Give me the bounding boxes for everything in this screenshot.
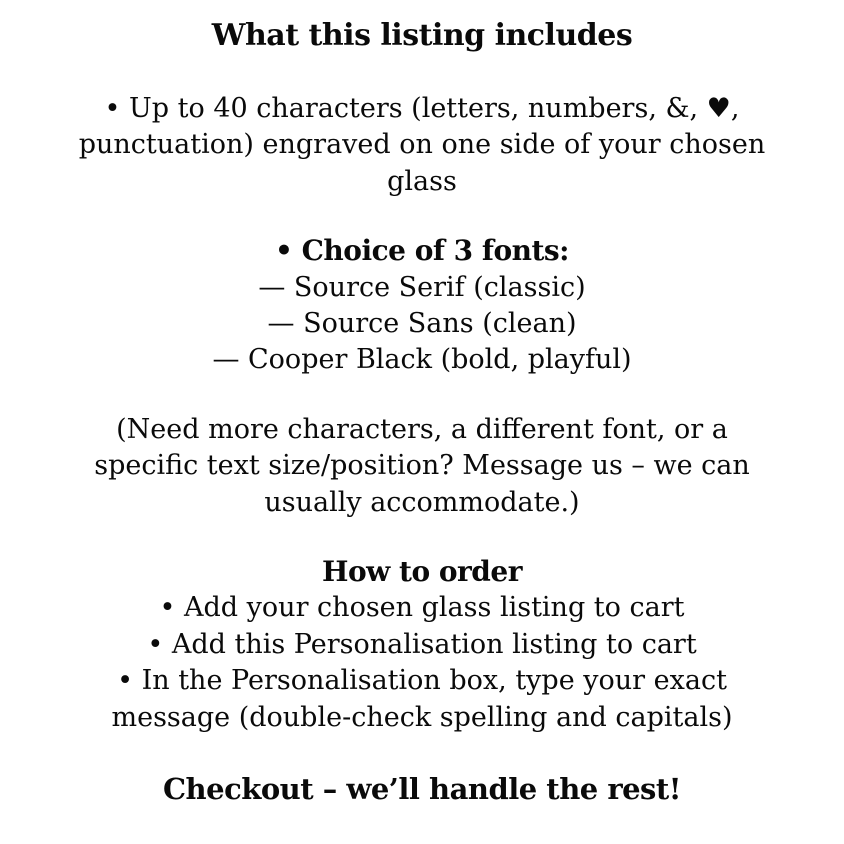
character-allowance-line-2: punctuation) engraved on one side of your chosen [78,129,766,161]
section-what-this-listing-includes [0,14,844,58]
custom-request-note-line-2: specific text size/position? Message us – we can [94,450,750,482]
custom-request-note-line-3: usually accommodate.) [264,486,580,518]
paragraph-custom-request-note [0,412,844,521]
section-how-to-order [0,554,844,736]
checkout-closing-line: Checkout – we’ll handle the rest! [162,772,682,807]
font-choices-heading: • Choice of 3 fonts: [274,234,570,268]
order-step-add-glass: • Add your chosen glass listing to cart [159,592,685,624]
section-checkout [0,769,844,809]
character-allowance-line-1: • Up to 40 characters (letters, numbers, &, ♥, [104,93,740,124]
order-step-add-personalisation: • Add this Personalisation listing to cart [147,628,697,660]
how-to-order-heading: How to order [322,555,522,589]
section-heading-includes: What this listing includes [211,18,633,53]
font-option-source-sans: — Source Sans (clean) [267,308,577,340]
paragraph-character-allowance [0,91,844,200]
character-allowance-line-3: glass [387,165,457,197]
font-option-source-serif: — Source Serif (classic) [258,271,586,303]
order-step-type-message-line-1: • In the Personalisation box, type your exact [117,665,727,697]
order-step-type-message-line-2: message (double-check spelling and capitals) [111,701,733,733]
font-option-cooper-black: — Cooper Black (bold, playful) [212,344,632,376]
custom-request-note-line-1: (Need more characters, a different font, or a [116,413,728,445]
section-font-choices [0,233,844,379]
